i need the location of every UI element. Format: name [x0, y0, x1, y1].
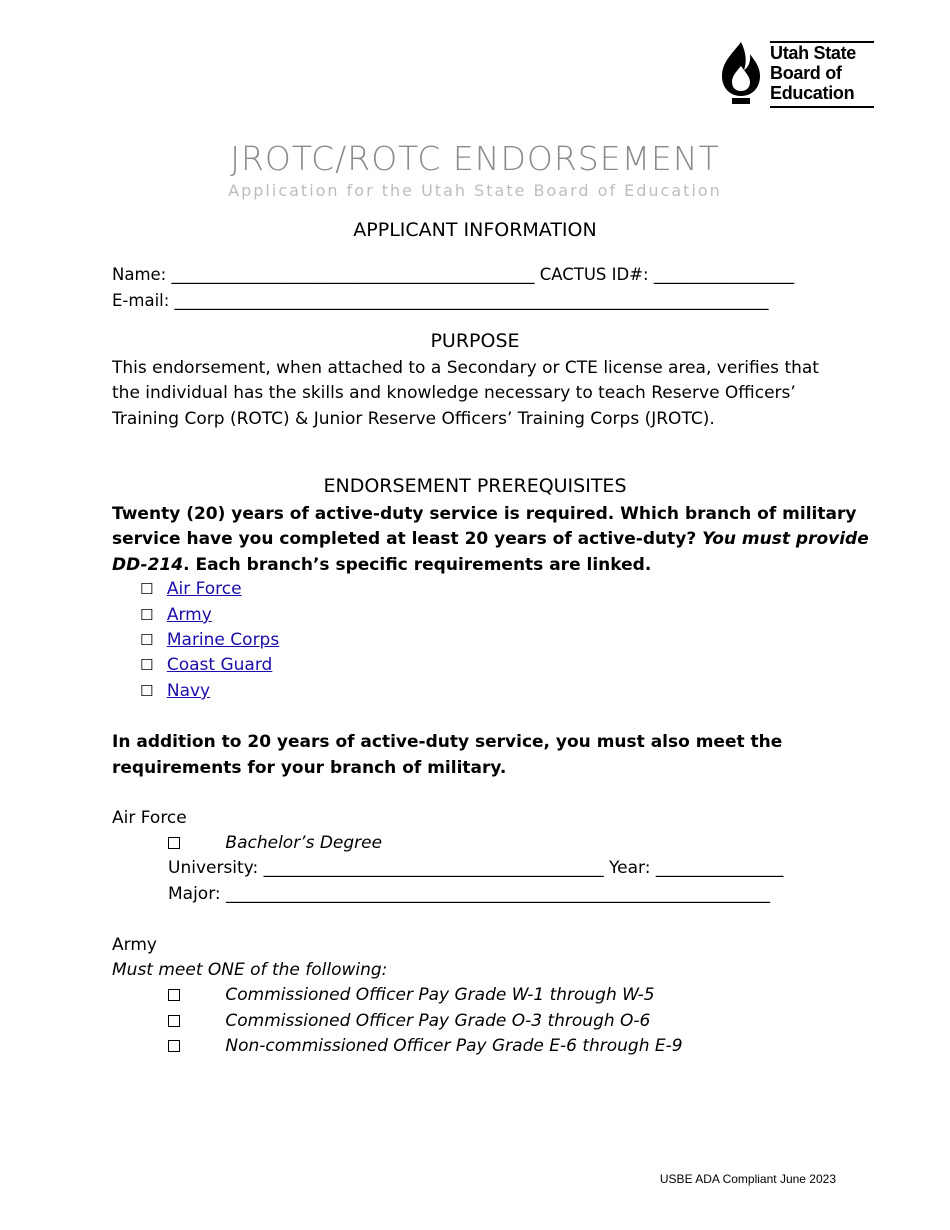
prereq-line	[112, 553, 651, 579]
purpose-line: Training Corp (ROTC) & Junior Reserve Officers’ Training Corps (JROTC).	[112, 409, 715, 429]
branch-item-army	[140, 603, 212, 629]
checkbox[interactable]	[168, 1040, 180, 1052]
applicant-heading: APPLICANT INFORMATION	[353, 219, 597, 241]
prerequisites-heading: ENDORSEMENT PREREQUISITES	[323, 475, 627, 497]
branch-link-air-force[interactable]: Air Force	[166, 579, 242, 599]
checkbox[interactable]: ☐	[140, 656, 154, 674]
branch-item-coast-guard	[140, 653, 272, 679]
army-option-label: Commissioned Officer Pay Grade W-1 through W-5	[225, 985, 655, 1005]
footer-compliance: USBE ADA Compliant June 2023	[659, 1172, 836, 1186]
air-force-heading: Air Force	[112, 808, 187, 828]
branch-item-marine-corps	[140, 628, 279, 654]
prereq-text: . Each branch’s specific requirements are linked.	[183, 555, 652, 575]
prereq-text: service have you completed at least 20 years of active-duty?	[112, 529, 703, 549]
branch-link-coast-guard[interactable]: Coast Guard	[166, 655, 273, 675]
university-year-field[interactable]: University: ________________________________________ Year: _______________	[168, 858, 784, 878]
purpose-line: the individual has the skills and knowledge necessary to teach Reserve Officers’	[112, 383, 796, 403]
army-option	[168, 1034, 683, 1060]
addition-line: requirements for your branch of military.	[112, 758, 507, 778]
army-option-label: Commissioned Officer Pay Grade O-3 through O-6	[225, 1011, 651, 1031]
army-heading: Army	[112, 935, 157, 955]
addition-line: In addition to 20 years of active-duty service, you must also meet the	[112, 732, 783, 752]
checkbox[interactable]	[168, 989, 180, 1001]
logo-line: Utah State	[770, 43, 857, 63]
flame-icon	[718, 40, 764, 106]
checkbox[interactable]: ☐	[140, 631, 154, 649]
logo-line: Education	[770, 83, 855, 103]
checkbox[interactable]: ☐	[140, 606, 154, 624]
page-subtitle: Application for the Utah State Board of Education	[228, 181, 722, 200]
army-option-label: Non-commissioned Officer Pay Grade E-6 through E-9	[225, 1036, 683, 1056]
purpose-heading: PURPOSE	[430, 330, 520, 352]
logo-rule-bottom	[770, 106, 874, 108]
bachelors-degree-label: Bachelor’s Degree	[225, 833, 383, 853]
major-field[interactable]: Major: ________________________________________________________________	[168, 884, 771, 904]
prereq-line: Twenty (20) years of active-duty service is required. Which branch of military	[112, 504, 857, 524]
purpose-line: This endorsement, when attached to a Secondary or CTE license area, verifies that	[112, 358, 819, 378]
branch-item-navy	[140, 679, 210, 705]
branch-item-air-force	[140, 577, 242, 603]
checkbox[interactable]	[168, 1015, 180, 1027]
branch-link-army[interactable]: Army	[166, 605, 212, 625]
checkbox[interactable]: ☐	[140, 682, 154, 700]
logo-wordmark	[770, 43, 856, 103]
email-field[interactable]: E-mail: ________________________________________________________________________	[112, 291, 769, 310]
dd214-label: DD-214	[112, 555, 184, 575]
prereq-line	[112, 527, 869, 553]
army-instruction: Must meet ONE of the following:	[112, 960, 388, 980]
bachelors-degree-item	[168, 831, 382, 857]
army-option	[168, 983, 655, 1009]
usbe-logo	[718, 40, 878, 110]
checkbox[interactable]: ☐	[140, 580, 154, 598]
prereq-emphasis: You must provide	[702, 529, 869, 549]
name-cactus-field[interactable]: Name: ____________________________________________ CACTUS ID#: _________________	[112, 265, 795, 284]
logo-line: Board of	[770, 63, 842, 83]
army-option	[168, 1009, 650, 1035]
branch-link-navy[interactable]: Navy	[166, 681, 211, 701]
branch-link-marine-corps[interactable]: Marine Corps	[166, 630, 280, 650]
checkbox[interactable]	[168, 837, 180, 849]
page-title: JROTC/ROTC ENDORSEMENT	[230, 139, 720, 178]
